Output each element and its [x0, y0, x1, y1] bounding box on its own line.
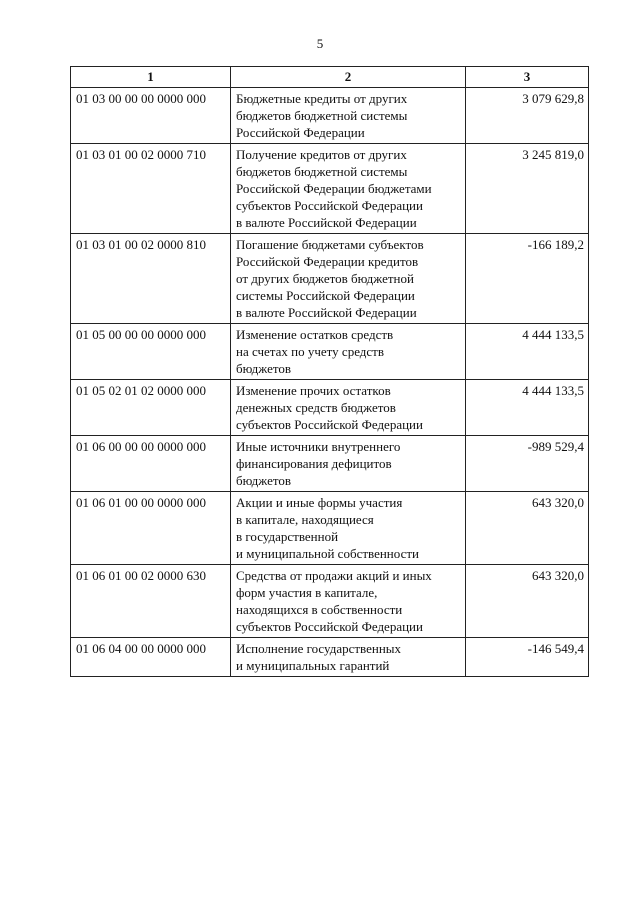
row-code: 01 03 01 00 02 0000 710	[71, 144, 231, 234]
row-value: -166 189,2	[466, 234, 589, 324]
row-code: 01 06 00 00 00 0000 000	[71, 436, 231, 492]
row-name: Исполнение государственных и муниципальных гарантий	[231, 638, 466, 677]
row-code: 01 05 00 00 00 0000 000	[71, 324, 231, 380]
table-row	[71, 380, 589, 436]
budget-sources-table	[70, 66, 589, 677]
row-value: 3 245 819,0	[466, 144, 589, 234]
table-row	[71, 88, 589, 144]
table-row	[71, 324, 589, 380]
row-code: 01 06 01 00 00 0000 000	[71, 492, 231, 565]
row-name: Средства от продажи акций и иных форм участия в капитале, находящихся в собственности субъектов Российской Федерации	[231, 565, 466, 638]
table-row	[71, 492, 589, 565]
page-number: 5	[316, 36, 324, 51]
row-code: 01 06 01 00 02 0000 630	[71, 565, 231, 638]
row-code: 01 03 01 00 02 0000 810	[71, 234, 231, 324]
row-value: 643 320,0	[466, 565, 589, 638]
row-value: 4 444 133,5	[466, 380, 589, 436]
table-row	[71, 565, 589, 638]
row-value: -146 549,4	[466, 638, 589, 677]
table-row	[71, 234, 589, 324]
table-row	[71, 638, 589, 677]
table-row	[71, 436, 589, 492]
table-row	[71, 144, 589, 234]
row-code: 01 06 04 00 00 0000 000	[71, 638, 231, 677]
row-name: Иные источники внутреннего финансирования дефицитов бюджетов	[231, 436, 466, 492]
row-name: Бюджетные кредиты от других бюджетов бюджетной системы Российской Федерации	[231, 88, 466, 144]
row-value: 4 444 133,5	[466, 324, 589, 380]
table-header-row	[71, 67, 589, 88]
column-header-code: 1	[71, 67, 231, 88]
column-header-name: 2	[231, 67, 466, 88]
column-header-value: 3	[466, 67, 589, 88]
row-name: Изменение прочих остатков денежных средств бюджетов субъектов Российской Федерации	[231, 380, 466, 436]
row-code: 01 03 00 00 00 0000 000	[71, 88, 231, 144]
row-name: Изменение остатков средств на счетах по учету средств бюджетов	[231, 324, 466, 380]
row-name: Получение кредитов от других бюджетов бюджетной системы Российской Федерации бюджетами субъектов Российской Федерации в валюте Российской Федерации	[231, 144, 466, 234]
row-name: Акции и иные формы участия в капитале, находящиеся в государственной и муниципальной собственности	[231, 492, 466, 565]
row-value: -989 529,4	[466, 436, 589, 492]
row-value: 3 079 629,8	[466, 88, 589, 144]
row-code: 01 05 02 01 02 0000 000	[71, 380, 231, 436]
row-value: 643 320,0	[466, 492, 589, 565]
row-name: Погашение бюджетами субъектов Российской Федерации кредитов от других бюджетов бюджетной системы Российской Федерации в валюте Российской Федерации	[231, 234, 466, 324]
